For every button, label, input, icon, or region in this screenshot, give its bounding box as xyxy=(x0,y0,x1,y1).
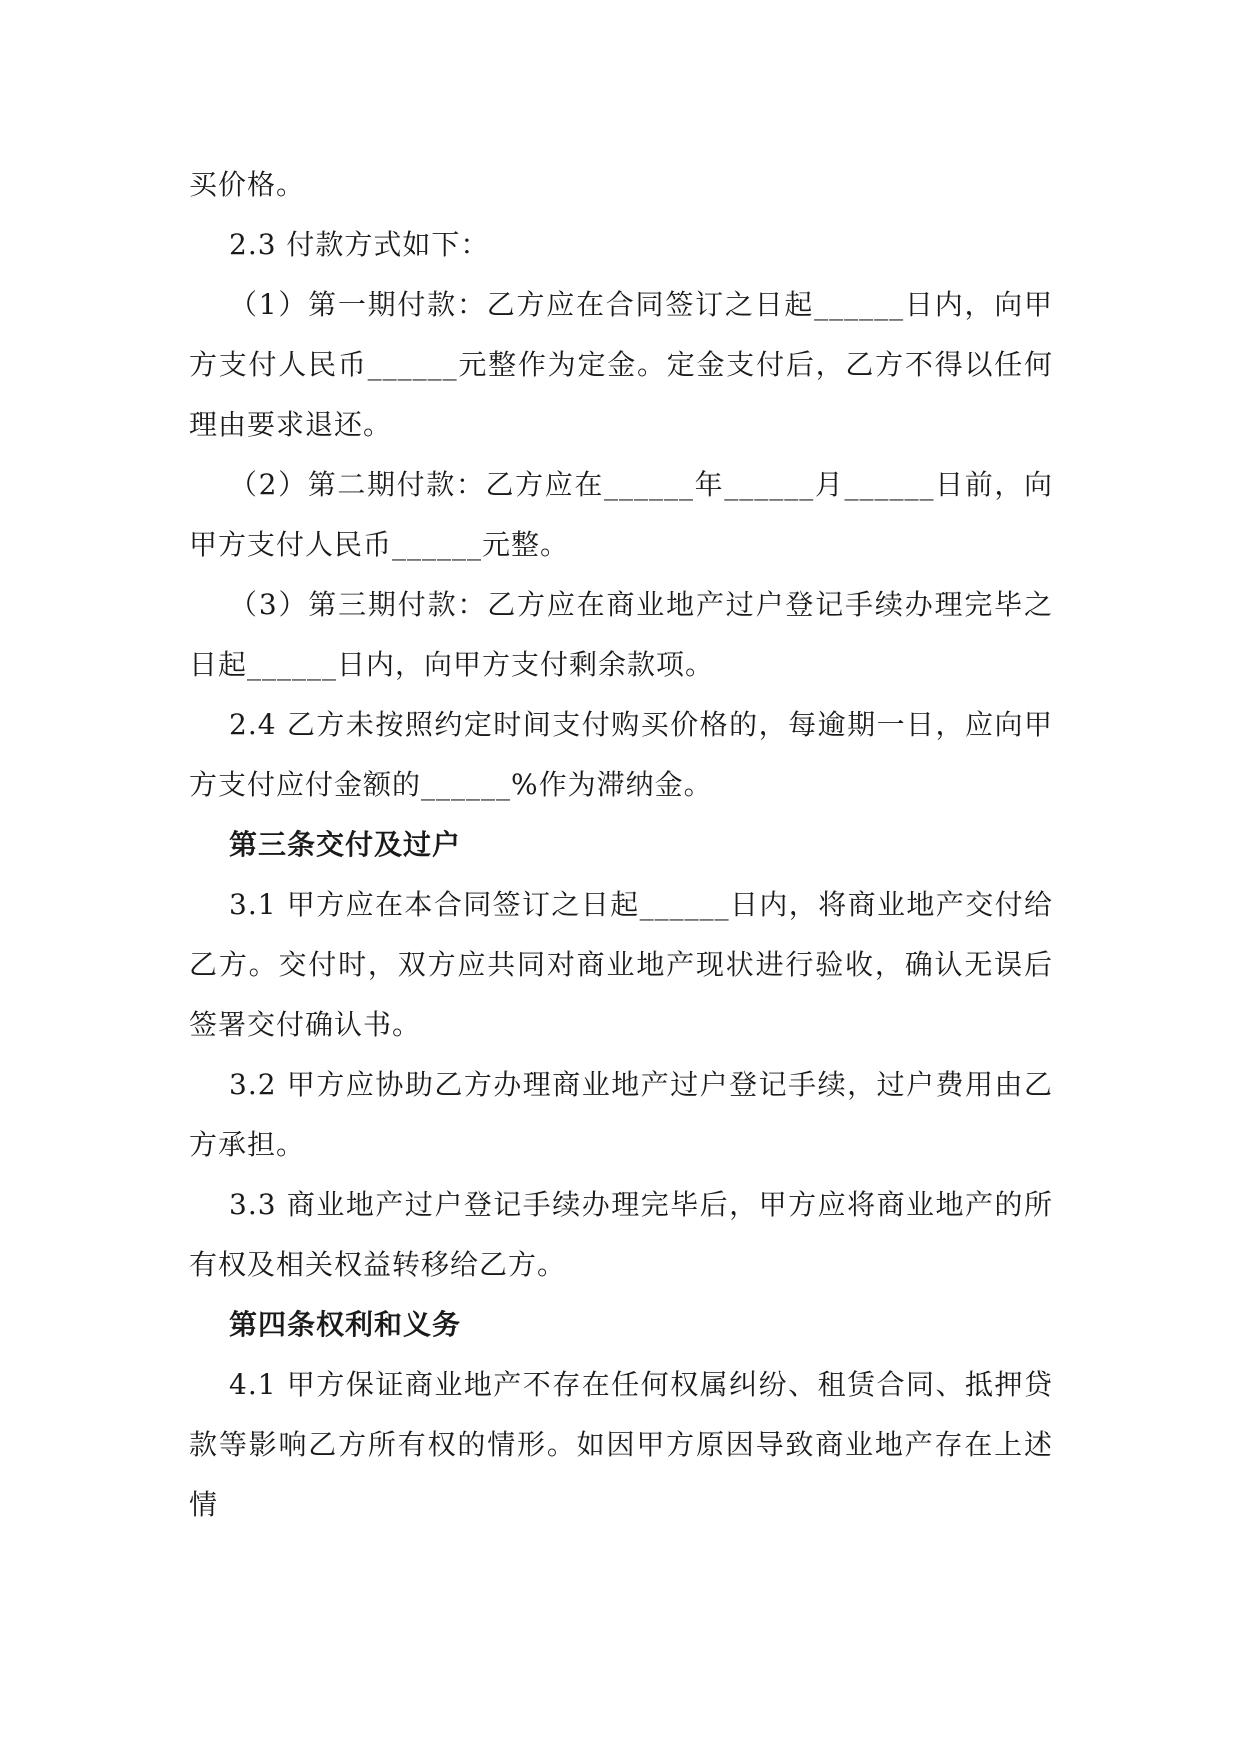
section-heading-article-3: 第三条交付及过户 xyxy=(229,828,462,861)
document-body xyxy=(189,155,1053,1535)
clause-3-1: 3.1 甲方应在本合同签订之日起______日内，将商业地产交付给乙方。交付时，双方应共同对商业地产现状进行验收，确认无误后签署交付确认书。 xyxy=(189,888,1053,1041)
clause-2-3-item-1: （1）第一期付款：乙方应在合同签订之日起______日内，向甲方支付人民币______元整作为定金。定金支付后，乙方不得以任何理由要求退还。 xyxy=(189,288,1053,441)
clause-2-3: 2.3 付款方式如下： xyxy=(229,228,490,261)
clause-4-1: 4.1 甲方保证商业地产不存在任何权属纠纷、租赁合同、抵押贷款等影响乙方所有权的情形。如因甲方原因导致商业地产存在上述情 xyxy=(189,1368,1053,1521)
clause-3-2: 3.2 甲方应协助乙方办理商业地产过户登记手续，过户费用由乙方承担。 xyxy=(189,1068,1053,1161)
clause-3-3: 3.3 商业地产过户登记手续办理完毕后，甲方应将商业地产的所有权及相关权益转移给乙方。 xyxy=(189,1188,1053,1281)
clause-2-4: 2.4 乙方未按照约定时间支付购买价格的，每逾期一日，应向甲方支付应付金额的______%作为滞纳金。 xyxy=(189,708,1053,801)
clause-2-3-item-2: （2）第二期付款：乙方应在______年______月______日前，向甲方支付人民币______元整。 xyxy=(189,468,1053,561)
section-heading-article-4: 第四条权利和义务 xyxy=(229,1308,462,1341)
clause-2-3-item-3: （3）第三期付款：乙方应在商业地产过户登记手续办理完毕之日起______日内，向甲方支付剩余款项。 xyxy=(189,588,1053,681)
paragraph-continuation: 买价格。 xyxy=(189,168,306,201)
